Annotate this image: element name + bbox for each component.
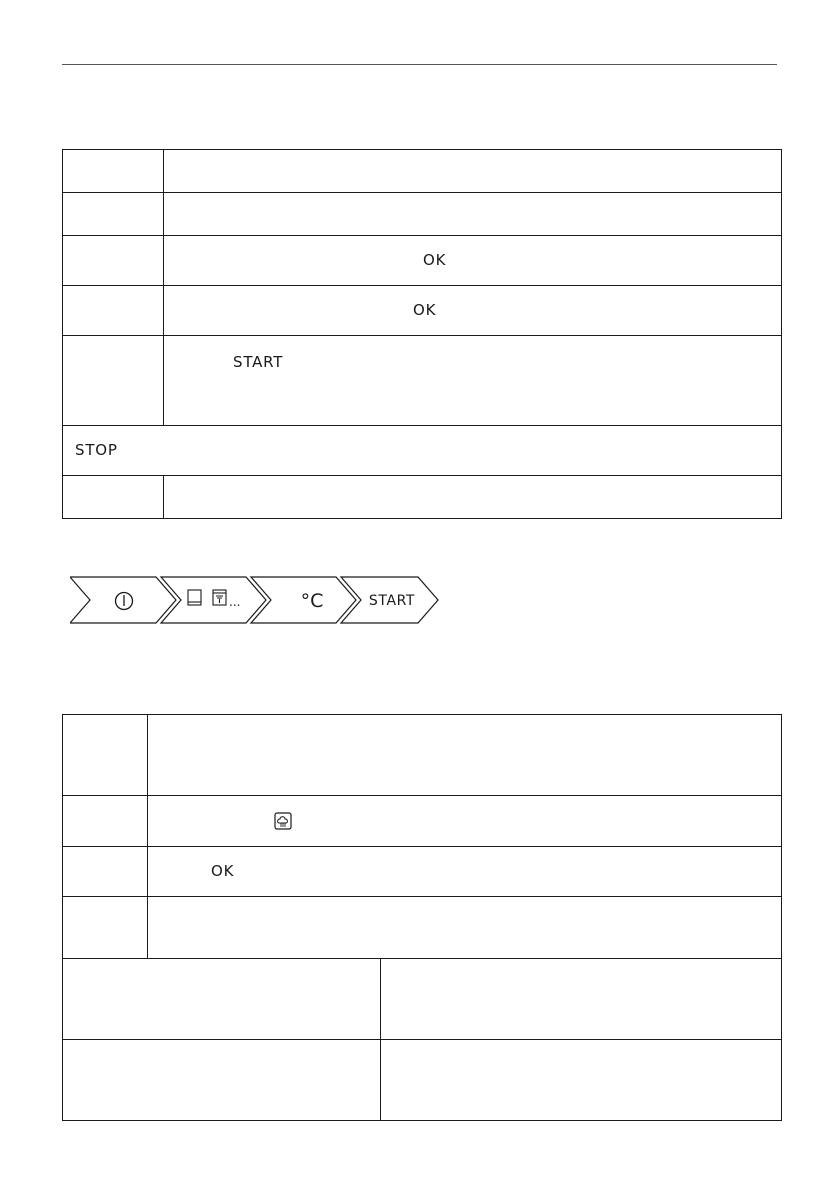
table-row — [63, 336, 782, 426]
step-cell — [63, 150, 164, 193]
oven-functions-icon — [188, 590, 226, 605]
instruction-cell — [164, 336, 782, 426]
step-cell — [63, 715, 148, 796]
instruction-cell — [148, 715, 782, 796]
instruction-cell — [164, 286, 782, 336]
step-cell — [63, 236, 164, 286]
table-row — [63, 796, 782, 847]
stop-button-label: STOP — [75, 441, 118, 459]
header-rule — [62, 64, 777, 65]
start-button-label: START — [233, 353, 284, 371]
table-row — [63, 286, 782, 336]
right-cell — [381, 959, 782, 1040]
table-row — [63, 236, 782, 286]
step-cell — [63, 897, 148, 959]
right-cell — [381, 1040, 782, 1121]
table-row — [63, 897, 782, 959]
operation-sequence-strip — [70, 575, 440, 625]
ok-button-label: OK — [423, 251, 447, 269]
ok-button-label: OK — [211, 862, 235, 880]
table-row — [63, 193, 782, 236]
stop-cell — [63, 426, 782, 476]
instruction-cell — [164, 150, 782, 193]
left-cell — [63, 1040, 381, 1121]
step-cell — [63, 193, 164, 236]
instruction-cell — [148, 796, 782, 847]
step-cell — [63, 796, 148, 847]
step-cell — [63, 847, 148, 897]
ok-button-label: OK — [413, 301, 437, 319]
table-row — [63, 1040, 782, 1121]
left-cell — [63, 959, 381, 1040]
table-row — [63, 476, 782, 519]
instruction-cell — [164, 476, 782, 519]
more-functions-ellipsis: ... — [229, 595, 241, 609]
table-row — [63, 426, 782, 476]
instruction-cell — [148, 847, 782, 897]
steps-table-1 — [62, 149, 782, 519]
step-cell — [63, 336, 164, 426]
temperature-label: °C — [300, 590, 324, 612]
steam-icon — [274, 812, 292, 830]
steps-table-2 — [62, 714, 782, 1121]
instruction-cell — [148, 897, 782, 959]
step-cell — [63, 286, 164, 336]
table-row — [63, 150, 782, 193]
power-icon — [116, 593, 133, 610]
step-cell — [63, 476, 164, 519]
start-label: START — [368, 593, 416, 609]
instruction-cell — [164, 193, 782, 236]
table-row — [63, 959, 782, 1040]
table-row — [63, 715, 782, 796]
instruction-cell — [164, 236, 782, 286]
sequence-step-power — [70, 577, 176, 623]
table-row — [63, 847, 782, 897]
